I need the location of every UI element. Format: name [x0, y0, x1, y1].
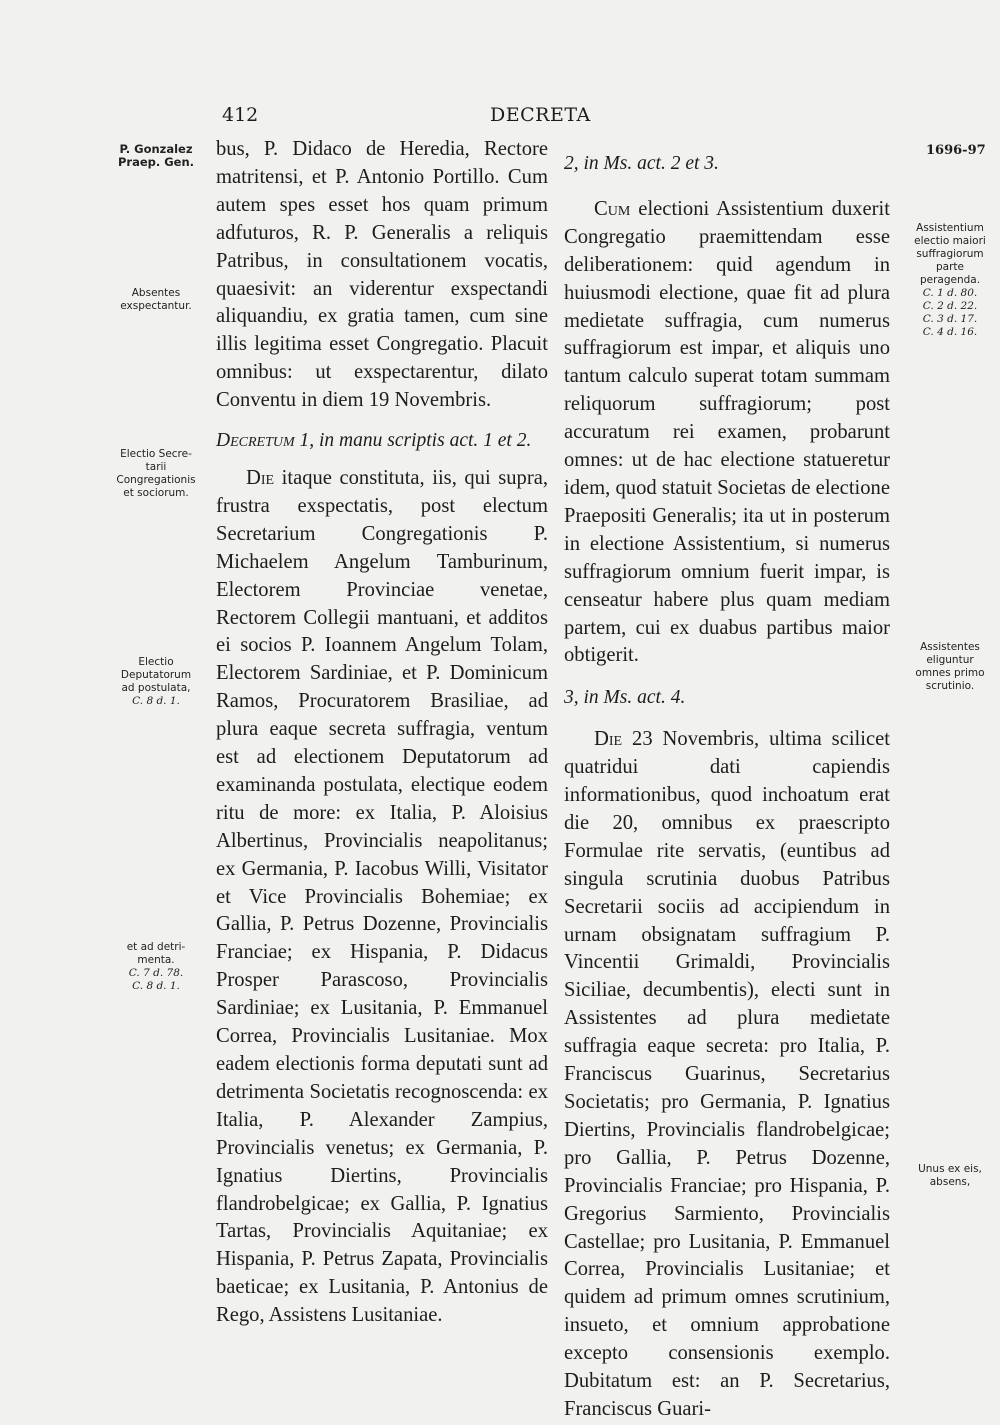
- decree-heading-2: 2, in Ms. act. 2 et 3.: [564, 153, 719, 174]
- margin-line: exspectantur.: [120, 300, 192, 312]
- page-header: [0, 104, 1000, 130]
- running-head: DECRETA: [490, 104, 591, 126]
- margin-ref: C. 2 d. 22.: [922, 300, 978, 312]
- margin-line: Assistentes: [920, 641, 980, 653]
- margin-note-unus-ex-eis: [904, 1163, 996, 1189]
- paragraph-body: 23 Novembris, ultima scilicet quatridui dati capiendis informationibus, quod inchoatum erat die 20, omnibus ex praescripto Formulae rite servatis, (euntibus ad singula scrutinia duobus Patribus Secretarii sociis ad accipiendum in urnam obsignatam suffragium P. Vincentii Grimaldi, Provincialis Siciliae, decumbentis), electi sunt in Assistentes ad plura medietate suffragia eaque secreta: pro Italia, P. Franciscus Guarinus, Secretarius Societatis; pro Germania, P. Ignatius Diertins, Provincialis flandrobelgicae; pro Gallia, P. Petrus Dozenne, Provincialis Franciae; pro Hispania, P. Gregorius Sarmiento, Provincialis Castellae; pro Lusitania, P. Emmanuel Correa, Provincialis Lusitaniae; et quidem ad primum omnes scrutinium, insueto, et omnium approbatione excepto consensionis exemplo. Dubitatum est: an P. Secretarius, Franciscus Guari-: [564, 728, 890, 1420]
- paragraph-assistentium: [564, 196, 890, 670]
- margin-line: electio maiori: [914, 235, 986, 247]
- heading-smallcaps: Decretum: [216, 430, 295, 452]
- margin-ref: C. 4 d. 16.: [922, 326, 978, 338]
- margin-note-absentes: [108, 287, 204, 313]
- margin-note-electio-secretarii: [108, 448, 204, 500]
- paragraph-lead-smallcaps: Cum: [594, 197, 631, 220]
- margin-line: ad postulata,: [121, 682, 191, 694]
- margin-line: et ad detri-: [126, 941, 186, 953]
- margin-line: suffragiorum: [916, 248, 984, 260]
- margin-line: Congregationis: [116, 474, 196, 486]
- paragraph-body: electioni Assistentium duxerit Congregatio praemittendam esse deliberationem: quid agendum in huiusmodi electione, quae fit ad plura medietate suffragia, cum numerus suffragiorum est impar, et aliquis uno tantum calculo superat totam summam reliquorum suffragiorum; post accuratum rei examen, probarunt omnes: ut de hac electione statueretur idem, quod statuit Societas de electione Praepositi Generalis; ita ut in posterum in electione Assistentium, si numerus suffragiorum omnium fuerit impar, is censeatur habere plus quam mediam partem, cui ex duabus partibus maior obtigerit.: [564, 197, 890, 667]
- left-column: [216, 136, 548, 1330]
- margin-line: parte: [936, 261, 964, 273]
- margin-ref: C. 1 d. 80.: [922, 287, 978, 299]
- margin-line: Electio: [138, 656, 174, 668]
- margin-line: Deputatorum: [120, 669, 192, 681]
- decree-heading-1: [216, 427, 548, 455]
- margin-ref: C. 7 d. 78.: [128, 967, 184, 979]
- margin-line: P. Gonzalez: [119, 142, 193, 156]
- paragraph-assistentes-electi: [564, 726, 890, 1424]
- heading-rest: 1, in manu scriptis act. 1 et 2.: [294, 430, 532, 452]
- margin-note-assistentium-electio: [904, 222, 996, 339]
- margin-line: Assistentium: [916, 222, 984, 234]
- margin-ref: C. 8 d. 1.: [132, 695, 180, 707]
- margin-line: Unus ex eis,: [918, 1163, 982, 1175]
- margin-line: menta.: [137, 954, 175, 966]
- paragraph-body: itaque constituta, iis, qui supra, frustra exspectatis, post electum Secretarium Congregationis P. Michaelem Angelum Tamburinum, Electorem Provinciae venetae, Rectorem Collegii mantuani, et additos ei socios P. Ioannem Angelum Tolam, Electorem Sardiniae, et P. Dominicum Ramos, Procuratorem Brasiliae, ad plura eaque secreta suffragia, ventum est ad electionem Deputatorum ad examinanda postulata, electique eodem ritu de more: ex Italia, P. Aloisius Albertinus, Provincialis neapolitanus; ex Germania, P. Iacobus Willi, Visitator et Vice Provincialis Bohemiae; ex Gallia, P. Petrus Dozenne, Provincialis Franciae; ex Hispania, P. Didacus Prosper Parascoso, Provincialis Sardiniae; ex Lusitania, P. Emmanuel Correa, Provincialis Lusitaniae. Mox eadem electionis forma deputati sunt ad detrimenta Societatis recognoscenda: ex Italia, P. Alexander Zampius, Provincialis venetus; ex Germania, P. Ignatius Diertins, Provincialis flandrobelgicae; ex Gallia, P. Ignatius Tartas, Provincialis Aquitaniae; ex Hispania, P. Petrus Zapata, Provincialis baeticae; ex Lusitania, P. Antonius de Rego, Assistens Lusitaniae.: [216, 466, 548, 1327]
- margin-line: Praep. Gen.: [117, 155, 195, 169]
- margin-note-author: [108, 143, 204, 169]
- paragraph-absentes: bus, P. Didaco de Heredia, Rectore matritensi, et P. Antonio Portillo. Cum autem spes esset hos quam primum adfuturos, R. P. Generalis a reliquis Patribus, in consultationem vocatis, quaesivit: an viderentur exspectandi aliquandiu, ex gratia tamen, cum sine illis legitima esset Congregatio. Placuit omnibus: ut exspectarentur, dilato Conventu in diem 19 Novembris.: [216, 138, 548, 412]
- margin-note-detrimenta: [108, 941, 204, 993]
- year-tag: 1696-97: [926, 143, 986, 158]
- right-column: [564, 136, 890, 1424]
- margin-line: omnes primo: [915, 667, 985, 679]
- margin-note-assistentes-eliguntur: [904, 641, 996, 693]
- margin-line: absens,: [929, 1176, 971, 1188]
- decree-heading-3: 3, in Ms. act. 4.: [564, 687, 686, 709]
- margin-note-electio-deputatorum: [108, 656, 204, 708]
- page-number: 412: [222, 104, 259, 126]
- margin-line: tarii: [145, 461, 167, 473]
- margin-line: et sociorum.: [123, 487, 189, 499]
- margin-line: Electio Secre-: [120, 448, 192, 460]
- margin-line: eliguntur: [926, 654, 974, 666]
- paragraph-electio: [216, 465, 548, 1330]
- paragraph-lead-smallcaps: Die: [594, 728, 623, 751]
- margin-line: Absentes: [131, 287, 181, 299]
- margin-ref: C. 3 d. 17.: [922, 313, 978, 325]
- margin-ref: C. 8 d. 1.: [132, 980, 180, 992]
- margin-line: peragenda.: [919, 274, 981, 286]
- paragraph-lead-smallcaps: Die: [246, 466, 275, 489]
- margin-line: scrutinio.: [925, 680, 975, 692]
